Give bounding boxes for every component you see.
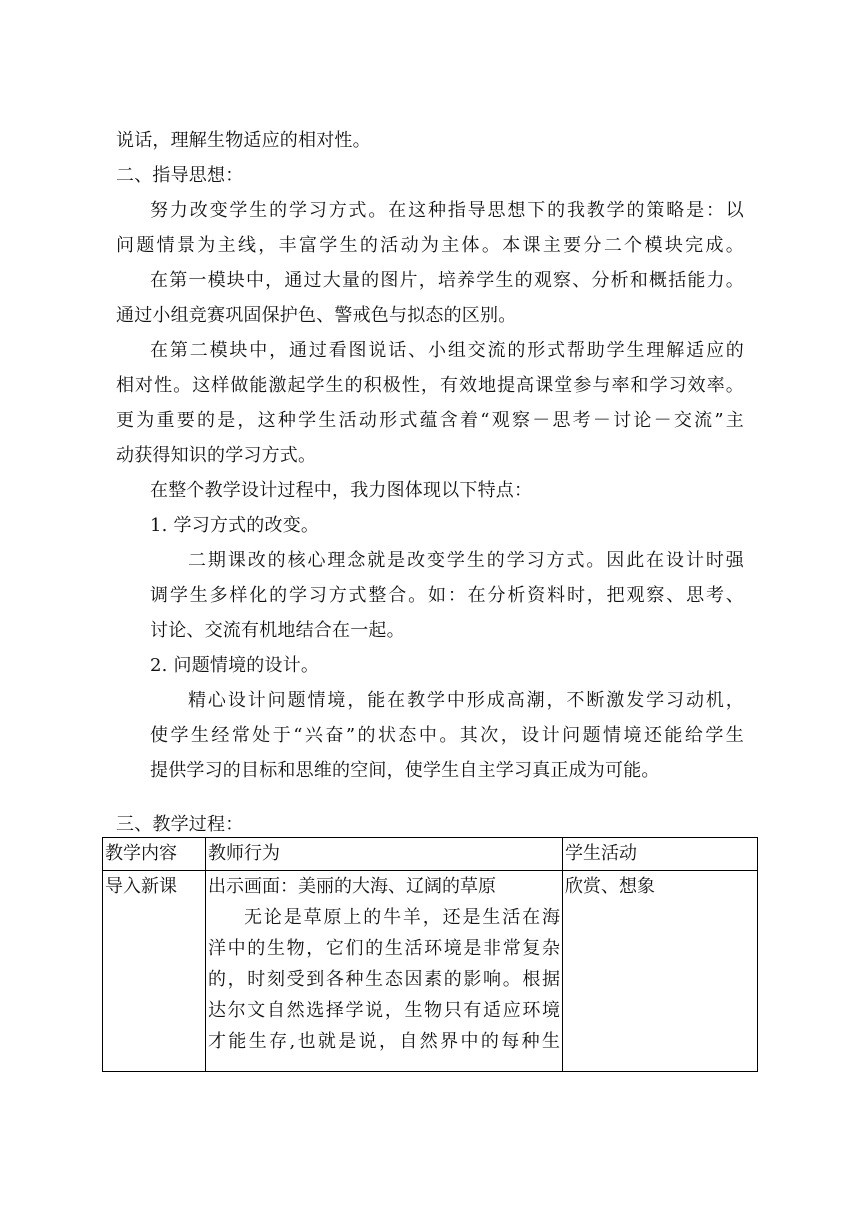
list-item-text: 讨论、交流有机地结合在一起。 [150,620,405,641]
teaching-process-table [102,837,758,1072]
cell-text: 欣赏、想象 [565,876,655,897]
paragraph-text: 问题情景为主线，丰富学生的活动为主体。本课主要分二个模块完成。 [116,235,744,256]
list-item-text: 提供学习的目标和思维的空间，使学生自主学习真正成为可能。 [150,760,660,781]
paragraph-text: 更为重要的是，这种学生活动形式蕴含着“观察－思考－讨论－交流”主 [116,410,744,431]
cell-text: 达尔文自然选择学说，生物只有适应环境 [208,1000,560,1021]
paragraph-text: 在第二模块中，通过看图说话、小组交流的形式帮助学生理解适应的 [150,340,744,361]
cell-text: 无论是草原上的牛羊，还是生活在海 [244,907,560,928]
table-cell-student [563,871,758,1072]
table-row [103,871,758,1072]
list-item-text: 调学生多样化的学习方式整合。如：在分析资料时，把观察、思考、 [150,585,744,606]
table-cell-content [103,871,206,1072]
table-cell-teacher [206,871,563,1072]
table-header-cell: 教师行为 [206,838,563,871]
list-item-text: 使学生经常处于“兴奋”的状态中。其次，设计问题情境还能给学生 [150,725,744,746]
paragraph-text: 努力改变学生的学习方式。在这种指导思想下的我教学的策略是：以 [150,200,744,221]
list-item-text: 二期课改的核心理念就是改变学生的学习方式。因此在设计时强 [188,550,744,571]
paragraph-text: 在第一模块中，通过大量的图片，培养学生的观察、分析和概括能力。 [150,270,744,291]
table-header-row [103,838,758,871]
table-header-cell: 学生活动 [563,838,758,871]
section-heading-guiding-thought: 二、指导思想： [116,165,244,186]
paragraph-text: 通过小组竞赛巩固保护色、警戒色与拟态的区别。 [116,305,517,326]
paragraph-text: 在整个教学设计过程中，我力图体现以下特点： [150,480,533,501]
cell-text: 的，时刻受到各种生态因素的影响。根据 [208,969,560,990]
list-item-heading: 1. 学习方式的改变。 [150,515,320,536]
paragraph-continuation: 说话，理解生物适应的相对性。 [116,130,371,151]
table-header-cell: 教学内容 [103,838,206,871]
section-heading-teaching-process: 三、教学过程： [116,814,244,835]
paragraph-text: 动获得知识的学习方式。 [116,445,317,466]
list-item-heading: 2. 问题情境的设计。 [150,655,320,676]
paragraph-text: 相对性。这样做能激起学生的积极性，有效地提高课堂参与率和学习效率。 [116,375,744,396]
list-item-text: 精心设计问题情境，能在教学中形成高潮，不断激发学习动机， [188,690,744,711]
cell-text: 出示画面：美丽的大海、辽阔的草原 [208,876,496,897]
cell-text: 洋中的生物，它们的生活环境是非常复杂 [208,938,560,959]
cell-text: 才能生存,也就是说，自然界中的每种生 [208,1031,560,1052]
cell-text: 导入新课 [105,876,177,897]
